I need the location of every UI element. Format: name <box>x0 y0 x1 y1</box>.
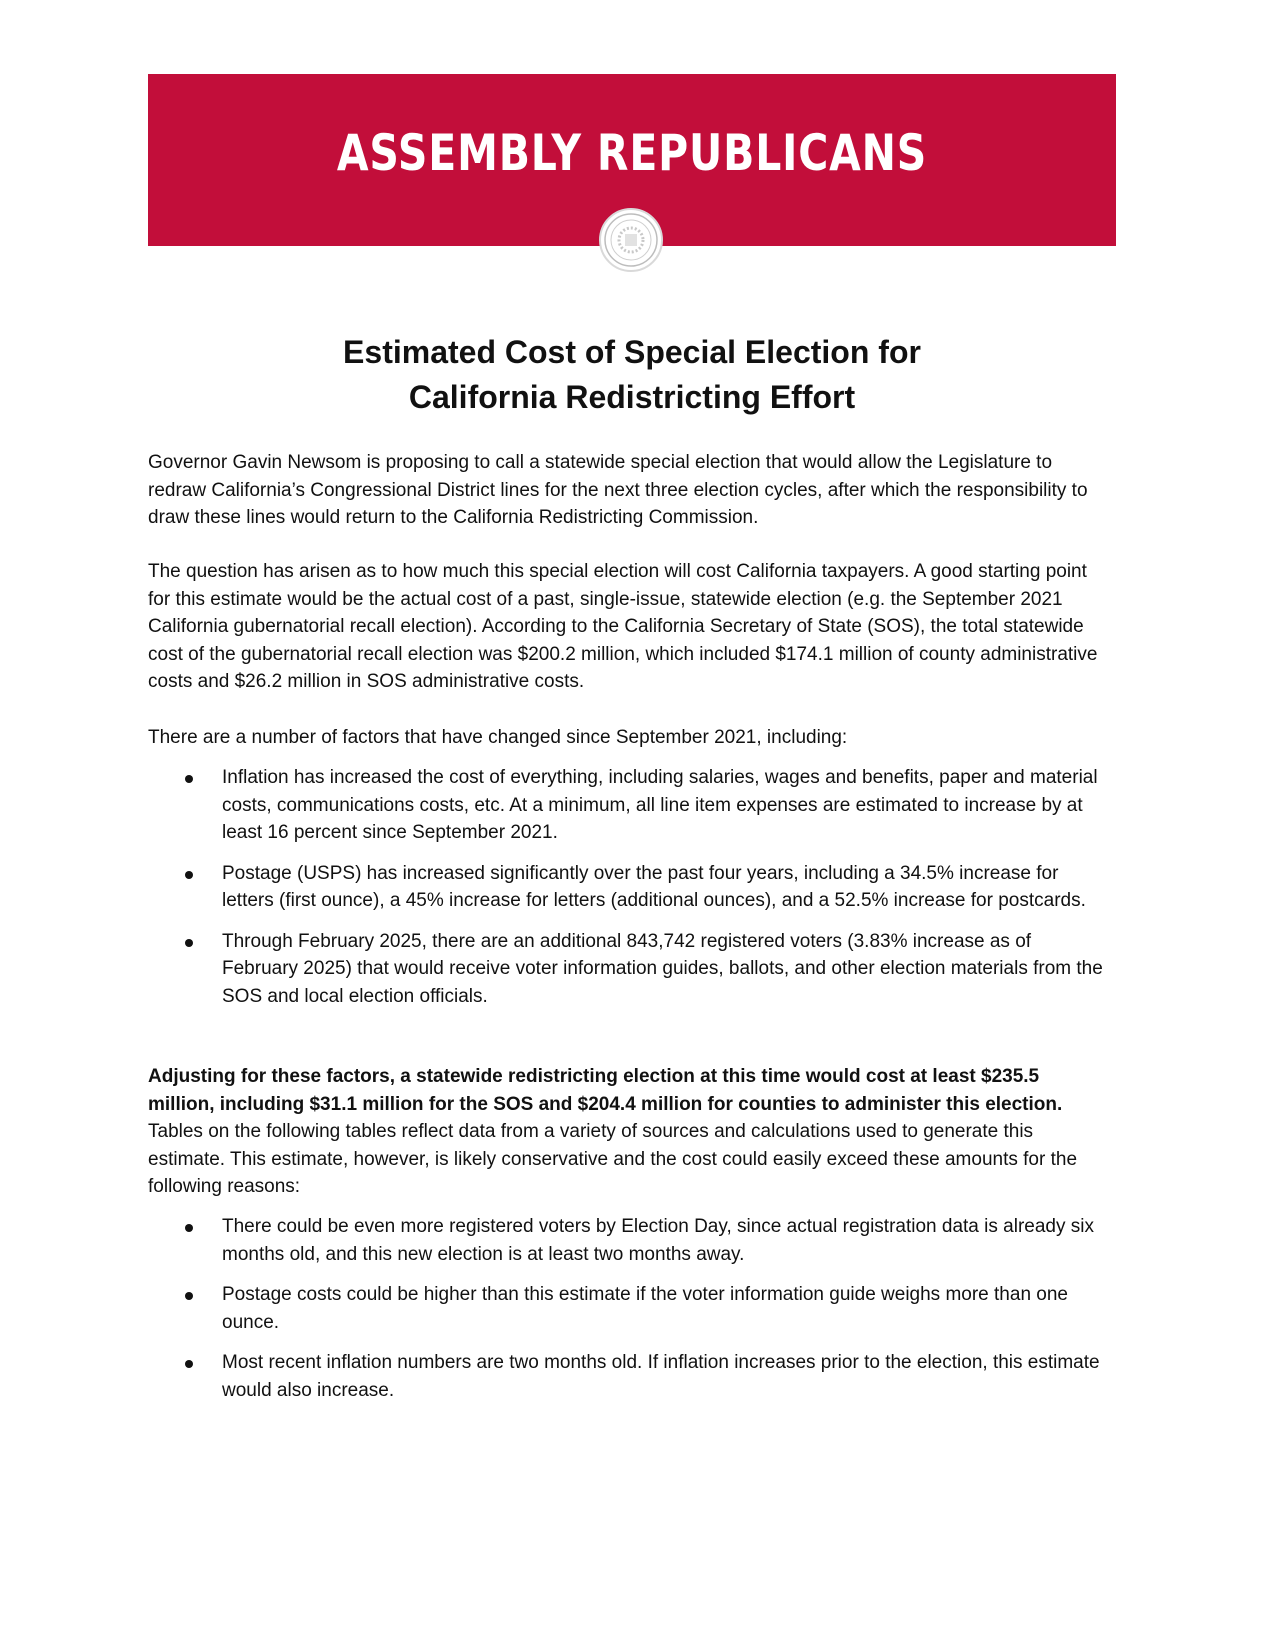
factor-text: Through February 2025, there are an additional 843,742 registered voters (3.83% increase as of February 2025) that would receive voter information guides, ballots, and other election materials from the SOS and local election officials. <box>222 930 1103 1007</box>
list-item <box>148 1349 1108 1404</box>
list-item <box>148 928 1108 1011</box>
bullet-icon <box>185 1224 193 1232</box>
list-item <box>148 764 1108 847</box>
conclusion-bold-text: Adjusting for these factors, a statewide redistricting election at this time would cost at least $235.5 million, including $31.1 million for the SOS and $204.4 million for counties to administer this election. <box>148 1066 1063 1115</box>
cost-background-paragraph: The question has arisen as to how much this special election will cost California taxpayers. A good starting point for this estimate would be the actual cost of a past, single-issue, statewide election (e.g. the September 2021 California gubernatorial recall election). According to the California Secretary of State (SOS), the total statewide cost of the gubernatorial recall election was $200.2 million, which included $174.1 million of county administrative costs and $26.2 million in SOS administrative costs. <box>148 561 1098 692</box>
bullet-icon <box>185 775 193 783</box>
reasons-list <box>148 1213 1108 1417</box>
conclusion-text: Tables on the following tables reflect data from a variety of sources and calculations used to generate this estimate. This estimate, however, is likely conservative and the cost could easily exceed these amounts for the following reasons: <box>148 1121 1078 1197</box>
conclusion-paragraph <box>148 1063 1108 1201</box>
list-item <box>148 1213 1108 1268</box>
title-line-2: California Redistricting Effort <box>408 379 856 415</box>
reason-text: There could be even more registered voters by Election Day, since actual registration data is already six months old, and this new election is at least two months away. <box>222 1216 1094 1265</box>
bullet-icon <box>185 939 193 947</box>
reason-text: Postage costs could be higher than this estimate if the voter information guide weighs more than one ounce. <box>222 1284 1068 1333</box>
bullet-icon <box>185 1360 193 1368</box>
factor-text: Inflation has increased the cost of everything, including salaries, wages and benefits, paper and material costs, communications costs, etc. At a minimum, all line item expenses are estimated to increase by at least 16 percent since September 2021. <box>222 767 1098 843</box>
banner-title: ASSEMBLY REPUBLICANS <box>336 124 928 182</box>
title-line-1: Estimated Cost of Special Election for <box>343 334 921 370</box>
factors-intro-paragraph: There are a number of factors that have changed since September 2021, including: <box>148 727 848 748</box>
reason-text: Most recent inflation numbers are two months old. If inflation increases prior to the election, this estimate would also increase. <box>222 1352 1100 1401</box>
bullet-icon <box>185 1292 193 1300</box>
page-title <box>148 330 1116 420</box>
state-seal-icon <box>599 208 663 272</box>
list-item <box>148 860 1108 915</box>
list-item <box>148 1281 1108 1336</box>
bullet-icon <box>185 871 193 879</box>
intro-paragraph: Governor Gavin Newsom is proposing to call a statewide special election that would allow the Legislature to redraw California’s Congressional District lines for the next three election cycles, after which the responsibility to draw these lines would return to the California Redistricting Commission. <box>148 452 1088 528</box>
factor-text: Postage (USPS) has increased significantly over the past four years, including a 34.5% increase for letters (first ounce), a 45% increase for letters (additional ounces), and a 52.5% increase for postcards. <box>222 862 1086 911</box>
factors-list <box>148 764 1108 1023</box>
